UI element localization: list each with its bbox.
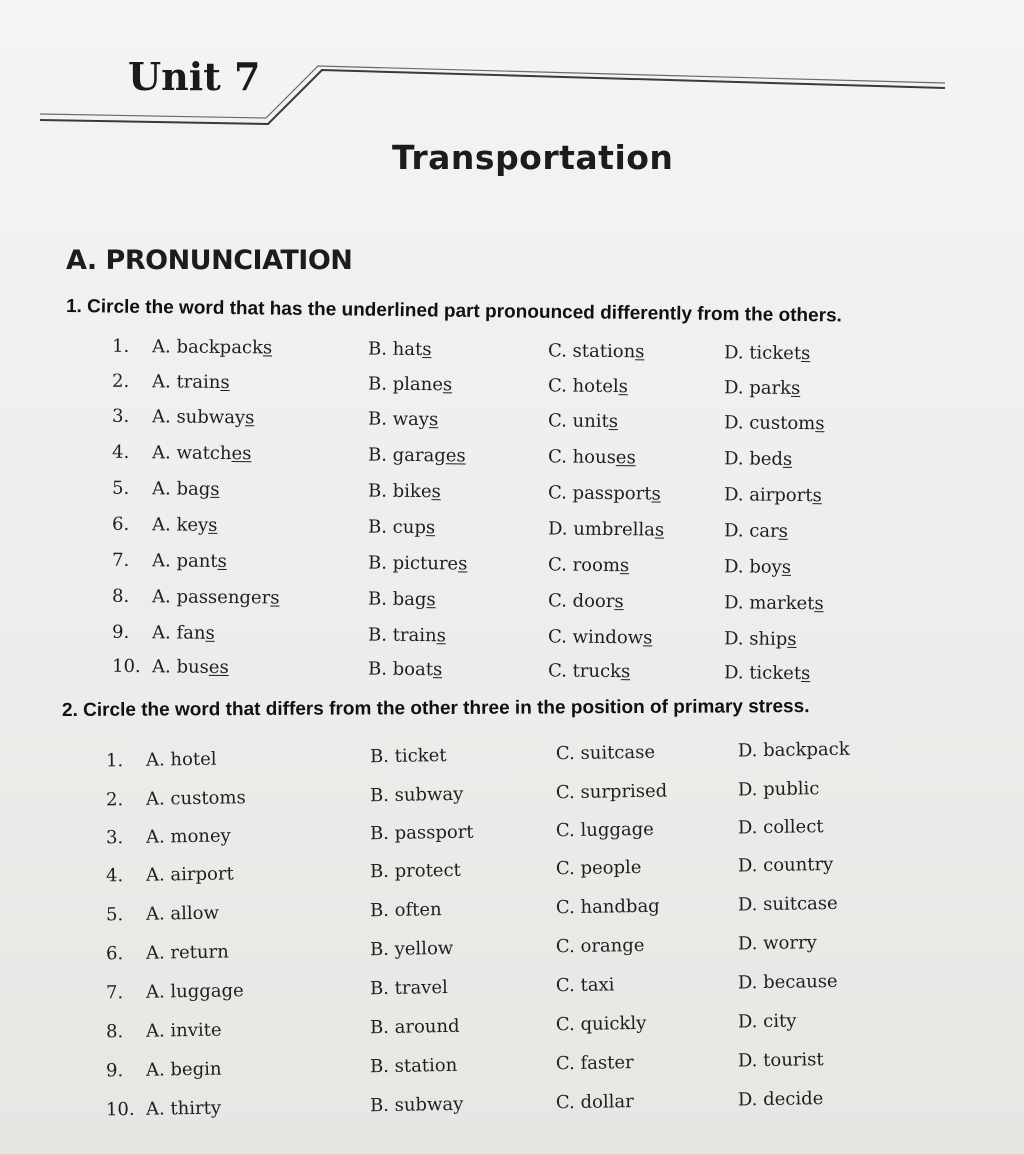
answer-option bbox=[548, 626, 653, 648]
item-number: 2. bbox=[111, 370, 130, 392]
option-letter: B. bbox=[367, 624, 393, 646]
answer-option bbox=[152, 406, 255, 428]
answer-option: B. passport bbox=[369, 821, 474, 845]
answer-option bbox=[724, 556, 791, 578]
option-word: key bbox=[176, 514, 209, 536]
option-letter: D. bbox=[723, 342, 750, 364]
underlined-part: s bbox=[210, 478, 220, 500]
option-letter: B. bbox=[367, 552, 393, 574]
answer-option: C. dollar bbox=[555, 1091, 634, 1114]
option-letter: A. bbox=[151, 586, 177, 608]
exercise-2-item bbox=[0, 1046, 1024, 1088]
option-word: train bbox=[392, 624, 437, 647]
answer-option bbox=[152, 371, 230, 393]
option-letter: B. bbox=[367, 480, 393, 502]
answer-option bbox=[368, 588, 436, 610]
underlined-part: s bbox=[815, 413, 825, 435]
answer-option bbox=[368, 552, 468, 574]
answer-option: C. quickly bbox=[555, 1012, 647, 1036]
answer-option: D. city bbox=[737, 1010, 797, 1033]
underlined-part: s bbox=[635, 341, 645, 363]
option-word: unit bbox=[572, 410, 609, 433]
option-word: watch bbox=[176, 442, 232, 465]
option-word: subway bbox=[176, 406, 246, 429]
option-word: market bbox=[749, 592, 815, 615]
item-number: 3. bbox=[111, 405, 130, 427]
option-letter: D. bbox=[723, 448, 750, 470]
answer-option: A. money bbox=[145, 825, 231, 848]
option-word: bed bbox=[749, 448, 784, 470]
option-letter: A. bbox=[151, 514, 177, 536]
underlined-part: s bbox=[812, 485, 822, 507]
option-word: backpack bbox=[176, 336, 264, 359]
underlined-part: s bbox=[458, 553, 468, 575]
option-word: bike bbox=[392, 480, 432, 503]
exercise-1-item bbox=[0, 621, 1024, 658]
answer-option bbox=[724, 412, 825, 434]
answer-option: C. suitcase bbox=[555, 741, 656, 765]
option-word: fan bbox=[176, 622, 206, 644]
underlined-part: s bbox=[781, 556, 792, 578]
option-word: way bbox=[392, 408, 430, 431]
option-word: pant bbox=[176, 550, 218, 572]
answer-option bbox=[548, 660, 630, 682]
answer-option: B. often bbox=[369, 899, 442, 922]
exercise-1-item bbox=[0, 441, 1024, 478]
answer-option: A. luggage bbox=[145, 980, 244, 1003]
option-word: bus bbox=[176, 656, 209, 678]
option-word: room bbox=[572, 554, 621, 577]
answer-option: C. luggage bbox=[555, 818, 654, 842]
answer-option: C. handbag bbox=[555, 895, 660, 919]
answer-option bbox=[548, 375, 628, 397]
underlined-part: s bbox=[814, 593, 824, 615]
answer-option bbox=[368, 338, 432, 360]
underlined-part: s bbox=[619, 555, 630, 577]
answer-option: C. people bbox=[555, 856, 642, 880]
option-word: bag bbox=[176, 478, 211, 500]
option-word: cup bbox=[392, 516, 427, 539]
option-letter: D. bbox=[723, 628, 750, 650]
answer-option bbox=[368, 408, 438, 430]
answer-option bbox=[724, 662, 811, 684]
item-number: 7. bbox=[105, 982, 124, 1004]
answer-option: C. taxi bbox=[555, 974, 615, 997]
option-letter: B. bbox=[367, 588, 393, 610]
option-word: train bbox=[176, 371, 221, 393]
answer-option: A. begin bbox=[145, 1058, 222, 1081]
option-letter: C. bbox=[547, 482, 573, 504]
underlined-part: s bbox=[426, 589, 436, 611]
answer-option bbox=[724, 520, 788, 542]
exercise-1-item bbox=[0, 477, 1024, 514]
answer-option bbox=[368, 373, 452, 395]
answer-option bbox=[368, 444, 466, 466]
option-word: ticket bbox=[749, 662, 802, 685]
underlined-part: s bbox=[436, 625, 446, 647]
option-word: boy bbox=[749, 556, 782, 578]
option-word: car bbox=[749, 520, 779, 542]
underlined-part: s bbox=[422, 339, 432, 361]
option-letter: D. bbox=[723, 592, 750, 614]
option-word: hous bbox=[572, 446, 616, 469]
answer-option bbox=[724, 448, 792, 470]
option-letter: B. bbox=[367, 408, 393, 430]
answer-option: B. around bbox=[369, 1015, 460, 1039]
answer-option: B. protect bbox=[369, 859, 461, 883]
option-letter: D. bbox=[723, 520, 750, 542]
exercise-1-item bbox=[0, 655, 1024, 692]
answer-option: B. subway bbox=[369, 783, 464, 807]
option-word: ship bbox=[749, 628, 788, 650]
underlined-part: s bbox=[245, 407, 255, 429]
option-word: station bbox=[572, 340, 636, 363]
option-letter: C. bbox=[547, 660, 573, 682]
exercise-2-item bbox=[0, 813, 1024, 855]
underlined-part: s bbox=[801, 343, 811, 365]
answer-option: D. backpack bbox=[737, 738, 850, 762]
item-number: 9. bbox=[111, 621, 130, 643]
option-letter: A. bbox=[151, 478, 177, 500]
item-number: 4. bbox=[105, 865, 124, 887]
item-number: 9. bbox=[105, 1060, 124, 1082]
option-word: plane bbox=[392, 373, 444, 396]
exercise-1-item bbox=[0, 335, 1024, 372]
underlined-part: s bbox=[782, 448, 793, 470]
underlined-part: s bbox=[614, 591, 624, 613]
exercise-2-item bbox=[0, 890, 1024, 932]
option-letter: B. bbox=[367, 373, 393, 395]
option-letter: C. bbox=[547, 340, 573, 362]
option-word: picture bbox=[392, 552, 459, 575]
option-letter: C. bbox=[547, 375, 573, 397]
option-letter: C. bbox=[547, 410, 573, 432]
underlined-part: es bbox=[231, 443, 252, 465]
answer-option bbox=[724, 628, 797, 650]
answer-option: C. orange bbox=[555, 934, 645, 958]
answer-option bbox=[152, 622, 215, 644]
underlined-part: s bbox=[442, 374, 453, 396]
exercise-2-item bbox=[0, 1007, 1024, 1049]
underlined-part: es bbox=[208, 656, 229, 679]
underlined-part: s bbox=[220, 371, 230, 394]
item-number: 10. bbox=[111, 655, 141, 678]
item-number: 8. bbox=[111, 585, 130, 607]
exercise-1-instruction: 1. Circle the word that has the underlined part pronounced differently from the others. bbox=[65, 296, 842, 327]
option-word: airport bbox=[749, 484, 813, 507]
option-word: custom bbox=[749, 412, 816, 435]
answer-option bbox=[724, 592, 824, 614]
answer-option bbox=[152, 442, 252, 464]
underlined-part: s bbox=[425, 517, 436, 539]
answer-option bbox=[724, 342, 811, 364]
option-letter: B. bbox=[367, 516, 393, 538]
answer-option bbox=[548, 446, 636, 468]
answer-option: D. public bbox=[737, 778, 820, 801]
answer-option bbox=[548, 340, 645, 362]
exercise-2-item bbox=[0, 851, 1024, 893]
option-letter: C. bbox=[547, 554, 573, 576]
exercise-1-item bbox=[0, 513, 1024, 550]
option-word: hotel bbox=[572, 375, 619, 398]
underlined-part: s bbox=[432, 659, 443, 681]
answer-option bbox=[724, 377, 800, 399]
answer-option: A. airport bbox=[145, 863, 234, 886]
exercise-2-item bbox=[0, 775, 1024, 817]
option-word: window bbox=[572, 626, 644, 649]
option-word: garag bbox=[392, 444, 446, 467]
underlined-part: s bbox=[618, 376, 629, 398]
option-word: boat bbox=[392, 658, 434, 681]
answer-option: B. station bbox=[369, 1054, 458, 1078]
answer-option bbox=[548, 410, 618, 432]
option-letter: D. bbox=[723, 377, 750, 399]
underlined-part: s bbox=[620, 661, 631, 683]
underlined-part: s bbox=[262, 337, 273, 359]
answer-option: D. country bbox=[737, 853, 834, 877]
underlined-part: s bbox=[270, 587, 280, 609]
answer-option bbox=[368, 624, 446, 646]
underlined-part: s bbox=[428, 409, 439, 431]
option-letter: C. bbox=[547, 626, 573, 648]
answer-option bbox=[548, 554, 629, 576]
answer-option bbox=[368, 480, 441, 502]
answer-option: B. travel bbox=[369, 977, 448, 1000]
exercise-1-item bbox=[0, 549, 1024, 586]
option-letter: D. bbox=[547, 518, 574, 540]
option-letter: A. bbox=[151, 406, 177, 428]
option-letter: C. bbox=[547, 590, 573, 612]
answer-option bbox=[724, 484, 822, 506]
exercise-1-item bbox=[0, 370, 1024, 407]
answer-option: C. surprised bbox=[555, 780, 668, 804]
option-word: umbrella bbox=[573, 518, 656, 541]
answer-option: D. worry bbox=[737, 932, 817, 955]
section-heading: A. PRONUNCIATION bbox=[66, 245, 353, 276]
page-title: Transportation bbox=[392, 138, 674, 177]
answer-option bbox=[152, 656, 229, 678]
item-number: 10. bbox=[105, 1098, 135, 1121]
item-number: 6. bbox=[111, 513, 130, 535]
unit-title: Unit 7 bbox=[128, 54, 261, 99]
underlined-part: s bbox=[205, 622, 215, 644]
exercise-1-item bbox=[0, 405, 1024, 442]
option-letter: B. bbox=[367, 338, 393, 360]
answer-option bbox=[152, 586, 280, 608]
item-number: 5. bbox=[111, 477, 130, 499]
answer-option: A. invite bbox=[145, 1019, 222, 1042]
answer-option: A. return bbox=[145, 941, 229, 964]
answer-option bbox=[548, 518, 664, 540]
answer-option bbox=[548, 590, 624, 612]
underlined-part: s bbox=[651, 483, 661, 505]
answer-option: B. subway bbox=[369, 1093, 464, 1117]
option-word: hat bbox=[392, 338, 423, 361]
answer-option: D. tourist bbox=[737, 1049, 824, 1072]
option-letter: D. bbox=[723, 556, 750, 578]
answer-option: B. ticket bbox=[369, 745, 447, 768]
underlined-part: s bbox=[608, 411, 619, 433]
answer-option bbox=[548, 482, 661, 504]
exercise-2-item bbox=[0, 968, 1024, 1010]
option-word: ticket bbox=[749, 342, 802, 365]
option-letter: D. bbox=[723, 412, 750, 434]
item-number: 8. bbox=[105, 1021, 124, 1043]
option-letter: A. bbox=[151, 550, 177, 572]
underlined-part: s bbox=[217, 550, 227, 573]
option-letter: A. bbox=[151, 371, 177, 393]
option-letter: A. bbox=[151, 336, 177, 358]
item-number: 7. bbox=[111, 549, 130, 571]
answer-option bbox=[152, 514, 218, 536]
exercise-2-item bbox=[0, 1085, 1024, 1127]
option-letter: B. bbox=[367, 444, 393, 466]
answer-option: A. allow bbox=[145, 902, 220, 925]
underlined-part: s bbox=[643, 627, 653, 649]
option-letter: D. bbox=[723, 484, 750, 506]
answer-option: D. collect bbox=[737, 816, 824, 839]
item-number: 6. bbox=[105, 943, 124, 965]
option-letter: C. bbox=[547, 446, 573, 468]
underlined-part: s bbox=[787, 628, 797, 650]
answer-option: A. hotel bbox=[145, 748, 217, 771]
exercise-2-item bbox=[0, 736, 1024, 778]
answer-option: D. suitcase bbox=[737, 892, 838, 916]
option-word: passport bbox=[572, 482, 652, 505]
item-number: 4. bbox=[111, 441, 130, 463]
underlined-part: s bbox=[208, 514, 218, 536]
item-number: 2. bbox=[105, 789, 124, 811]
exercise-1-item bbox=[0, 585, 1024, 622]
option-letter: A. bbox=[151, 656, 177, 678]
answer-option bbox=[368, 658, 442, 680]
answer-option: A. customs bbox=[145, 787, 246, 810]
answer-option: D. decide bbox=[737, 1088, 824, 1111]
option-word: truck bbox=[572, 660, 622, 683]
item-number: 1. bbox=[105, 750, 124, 772]
underlined-part: s bbox=[790, 377, 801, 400]
underlined-part: es bbox=[445, 445, 466, 467]
answer-option bbox=[152, 336, 272, 358]
answer-option bbox=[368, 516, 435, 538]
answer-option: A. thirty bbox=[145, 1097, 222, 1120]
item-number: 3. bbox=[105, 827, 124, 849]
option-letter: A. bbox=[151, 622, 177, 644]
answer-option: C. faster bbox=[555, 1052, 634, 1075]
underlined-part: s bbox=[431, 481, 441, 503]
option-word: door bbox=[572, 590, 615, 613]
exercise-2-item bbox=[0, 929, 1024, 971]
option-word: park bbox=[749, 377, 792, 399]
underlined-part: s bbox=[654, 519, 665, 541]
option-word: passenger bbox=[176, 586, 271, 609]
answer-option: B. yellow bbox=[369, 937, 454, 961]
option-letter: A. bbox=[151, 442, 177, 464]
option-word: bag bbox=[392, 588, 427, 611]
underlined-part: s bbox=[778, 520, 789, 542]
answer-option: D. because bbox=[737, 970, 838, 994]
answer-option bbox=[152, 550, 227, 572]
underlined-part: es bbox=[615, 447, 636, 469]
answer-option bbox=[152, 478, 220, 500]
item-number: 1. bbox=[111, 335, 130, 357]
item-number: 5. bbox=[105, 904, 124, 926]
underlined-part: s bbox=[801, 663, 811, 685]
exercise-2-instruction: 2. Circle the word that differs from the other three in the position of primary stress. bbox=[61, 696, 810, 721]
option-letter: D. bbox=[723, 662, 750, 684]
option-letter: B. bbox=[367, 658, 393, 680]
